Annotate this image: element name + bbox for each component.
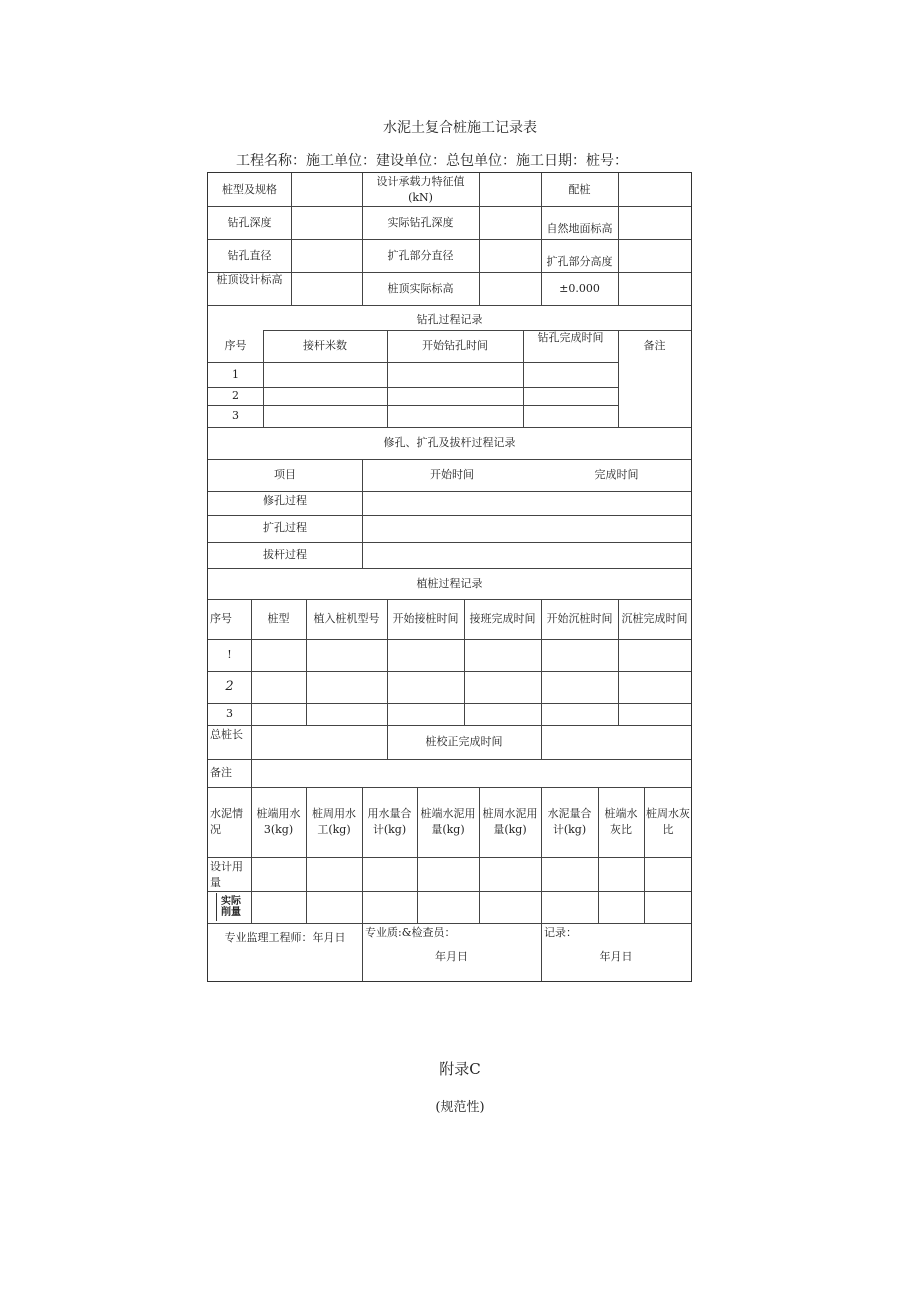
drill-diameter-label: 钻孔直径 — [227, 248, 272, 262]
top-design-elev-label: 桩顶设计标高 — [216, 273, 283, 286]
design-capacity-label: 设计承载力特征值(kN) — [376, 174, 465, 204]
cement-header-side-cement: 桩周水泥用量(kg) — [482, 807, 538, 836]
grid-line — [208, 759, 691, 760]
piling-row-index: ! — [227, 648, 232, 661]
repair-header-finish-time: 完成时间 — [594, 468, 639, 481]
grid-line — [479, 787, 480, 923]
piling-header-handover-done: 接班完成时间 — [469, 612, 536, 625]
piling-row-index: 2 — [225, 679, 234, 694]
grid-line — [208, 405, 618, 406]
piling-header-sink-done: 沉桩完成时间 — [621, 612, 688, 625]
grid-line — [362, 787, 363, 923]
cement-header-tip-cement: 桩端水泥用量(kg) — [420, 807, 476, 836]
cement-header-water-total: 用水量合计(kg) — [367, 807, 412, 836]
grid-line — [644, 787, 645, 923]
grid-line — [208, 362, 618, 363]
piling-section-title: 植桩过程记录 — [416, 576, 483, 590]
construction-record-form — [207, 172, 692, 982]
grid-line — [291, 173, 292, 305]
remarks-label: 备注 — [210, 766, 232, 779]
pile-type-label: 桩型及规格 — [222, 182, 277, 196]
ream-height-label: 扩孔部分高度 — [546, 255, 613, 268]
total-length-label: 总桩长 — [210, 728, 243, 741]
cement-header-tip-ratio: 桩端水灰比 — [604, 807, 638, 836]
grid-line — [208, 515, 691, 516]
design-usage-label: 设计用量 — [210, 860, 243, 889]
piling-header-index: 序号 — [210, 612, 232, 625]
supervisor-signature-label: 专业监理工程师：年月日 — [224, 931, 346, 944]
inspector-date-label: 年月日 — [435, 950, 468, 963]
repair-item-label: 修孔过程 — [263, 494, 307, 507]
cement-header-status: 水泥情况 — [210, 807, 243, 836]
drilling-header-finish-time: 钻孔完成时间 — [537, 331, 604, 344]
drilling-row-index: 1 — [232, 367, 239, 381]
cement-header-cement-total: 水泥量合计(kg) — [547, 807, 592, 836]
grid-line — [618, 173, 619, 305]
document-title: 水泥土复合桩施工记录表 — [383, 120, 537, 136]
drilling-header-start-time: 开始钻孔时间 — [422, 339, 488, 352]
actual-usage-label: 实际削量 — [216, 893, 245, 921]
appendix-subtitle: (规范性) — [435, 1100, 485, 1115]
ream-diameter-label: 扩孔部分直径 — [387, 248, 454, 262]
top-actual-elev-label: 桩顶实际标高 — [387, 281, 454, 295]
grid-line — [306, 787, 307, 923]
inspector-signature-label: 专业质:&检查员： — [365, 926, 456, 939]
piling-header-start-sink: 开始沉桩时间 — [546, 612, 613, 625]
drill-depth-label: 钻孔深度 — [227, 215, 272, 229]
grid-line — [251, 759, 252, 923]
appendix-title: 附录C — [439, 1060, 481, 1078]
matching-pile-label: 配桩 — [568, 182, 591, 196]
piling-header-start-join: 开始接桩时间 — [392, 612, 459, 625]
zero-elevation-label: ±0.000 — [559, 281, 600, 295]
cement-header-side-water: 桩周用水工(kg) — [312, 807, 356, 836]
repair-item-label: 拔杆过程 — [263, 548, 307, 561]
grid-line — [208, 857, 691, 858]
repair-section-title: 修孔、扩孔及拔杆过程记录 — [383, 436, 516, 449]
recorder-date-label: 年月日 — [599, 950, 633, 963]
repair-item-label: 扩孔过程 — [263, 521, 307, 534]
grid-line — [417, 787, 418, 923]
project-info-line: 工程名称：施工单位：建设单位：总包单位：施工日期：桩号： — [236, 153, 628, 169]
piling-header-pile-type: 桩型 — [267, 612, 290, 625]
grid-line — [208, 387, 618, 388]
repair-header-item: 项目 — [274, 468, 296, 481]
correction-time-label: 桩校正完成时间 — [425, 735, 503, 748]
cement-header-tip-water: 桩端用水3(kg) — [256, 807, 301, 836]
natural-ground-label: 自然地面标高 — [546, 222, 613, 235]
piling-row-index: 3 — [226, 707, 233, 720]
cement-header-side-ratio: 桩周水灰比 — [646, 807, 690, 836]
drilling-section-title: 钻孔过程记录 — [416, 313, 483, 326]
grid-line — [208, 305, 691, 306]
grid-line — [618, 599, 619, 725]
drilling-header-index: 序号 — [224, 339, 247, 352]
grid-line — [208, 542, 691, 543]
piling-header-machine-model: 植入桩机型号 — [313, 612, 380, 625]
grid-line — [598, 787, 599, 923]
grid-line — [208, 787, 691, 788]
grid-line — [208, 891, 691, 892]
actual-drill-depth-label: 实际钻孔深度 — [387, 215, 454, 229]
recorder-signature-label: 记录： — [544, 926, 577, 939]
drilling-row-index: 2 — [232, 389, 239, 402]
grid-line — [541, 787, 542, 923]
drilling-header-rod-length: 接杆米数 — [303, 339, 347, 352]
repair-header-start-time: 开始时间 — [430, 468, 474, 481]
drilling-header-remarks: 备注 — [643, 339, 666, 352]
grid-line — [479, 173, 480, 305]
drilling-row-index: 3 — [232, 409, 239, 422]
